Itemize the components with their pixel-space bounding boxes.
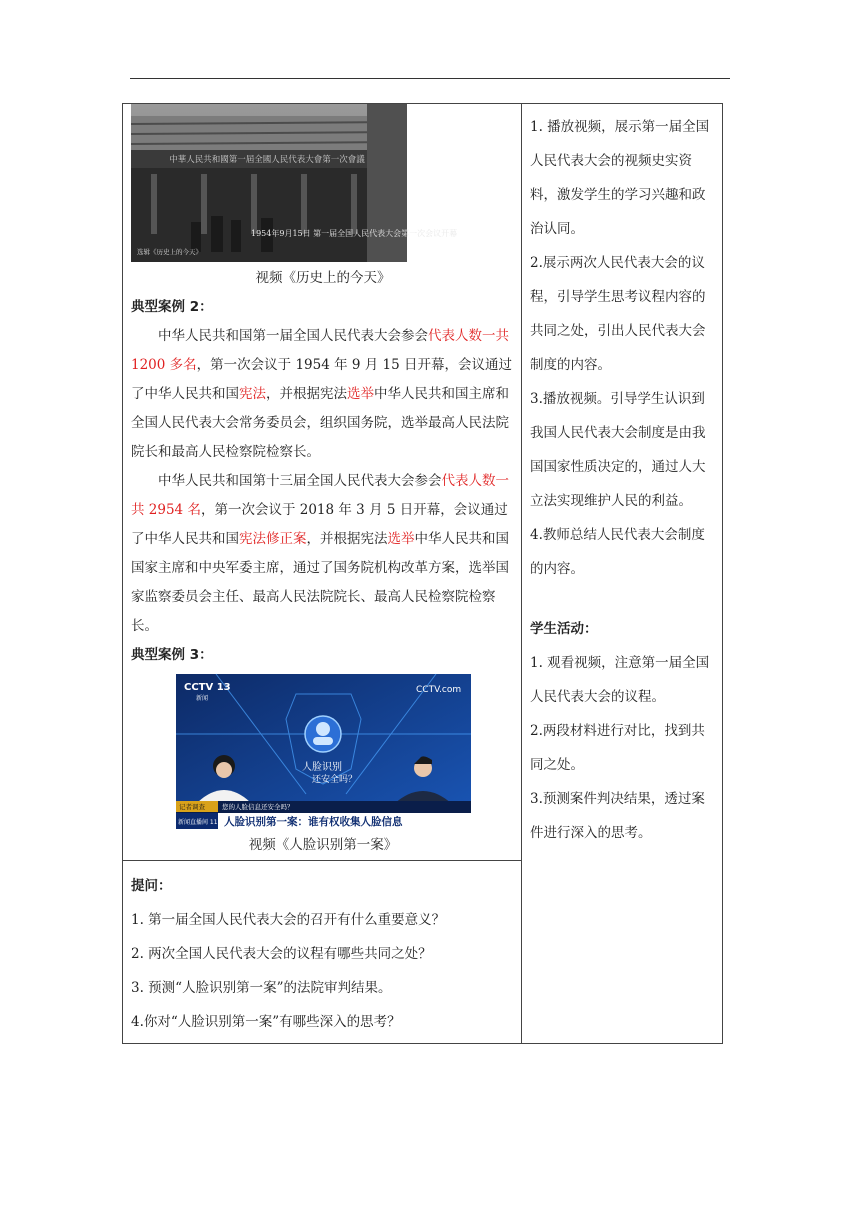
materials-cell	[123, 104, 522, 861]
case2-paragraph2: 中华人民共和国第十三届全国人民代表大会参会代表人数一共 2954 名，第一次会议于 2018 年 3 月 5 日开幕，会议通过了中华人民共和国宪法修正案，并根据宪法选举中华人民共和国国家主席和中央军委主席，通过了国务院机构改革方案，选举国家监察委员会主任、最高人民法院院长、最高人民检察院检察长。	[131, 473, 509, 634]
ticker-small: 您的人脸信息还安全吗？	[221, 803, 293, 811]
student-item-3: 3.预测案件判决结果，透过案件进行深入的思考。	[530, 791, 705, 841]
teacher-item-2: 2.展示两次人民代表大会的议程，引导学生思考议程内容的共同之处，引出人民代表大会制度的内容。	[530, 255, 706, 373]
student-title: 学生活动：	[530, 621, 598, 637]
news-broadcast-graphic	[176, 674, 471, 829]
question-2: 2. 两次全国人民代表大会的议程有哪些共同之处？	[131, 946, 432, 962]
header-rule	[130, 78, 730, 79]
case2-title: 典型案例 2：	[131, 299, 213, 315]
question-1: 1. 第一届全国人民代表大会的召开有什么重要意义？	[131, 912, 446, 928]
cctv-com-logo: CCTV.com	[415, 685, 461, 695]
lesson-table	[122, 103, 723, 1044]
ticker-headline: 人脸识别第一案：谁有权收集人脸信息	[223, 816, 402, 828]
student-item-1: 1. 观看视频，注意第一届全国人民代表大会的议程。	[530, 655, 710, 705]
teacher-item-3: 3.播放视频。引导学生认识到我国人民代表大会制度是由我国国家性质决定的，通过人大立法实现维护人民的利益。	[530, 391, 706, 509]
channel-sub: 新闻	[195, 695, 208, 702]
history-video-still[interactable]	[131, 104, 458, 262]
center-title: 人脸识别	[301, 762, 342, 773]
question-4: 4.你对“人脸识别第一案”有哪些深入的思考？	[131, 1014, 401, 1030]
video-watermark: 选辑《历史上的今天》	[137, 248, 202, 256]
questions-title: 提问：	[131, 878, 172, 894]
ticker-time: 新闻直播间 11	[177, 819, 218, 826]
question-3: 3. 预测“人脸识别第一案”的法院审判结果。	[131, 980, 392, 996]
caption-face: 视频《人脸识别第一案》	[248, 837, 398, 853]
questions-cell	[123, 861, 522, 1044]
activities-cell	[522, 104, 723, 1044]
banner-text: 中華人民共和國第一屆全國人民代表大會第一次會議	[169, 155, 365, 165]
face-recognition-video-still[interactable]	[176, 674, 471, 829]
date-caption: 1954年9月15日 第一届全国人民代表大会第一次会议开幕	[251, 229, 458, 238]
teacher-item-1: 1. 播放视频，展示第一届全国人民代表大会的视频史实资料，激发学生的学习兴趣和政治认同。	[530, 119, 710, 237]
caption-history: 视频《历史上的今天》	[255, 270, 391, 286]
ticker-tag: 记者调查	[178, 803, 205, 811]
teacher-item-4: 4.教师总结人民代表大会制度的内容。	[530, 527, 705, 577]
history-photo-graphic	[131, 104, 458, 262]
center-subtitle: 还安全吗？	[311, 775, 357, 785]
student-item-2: 2.两段材料进行对比，找到共同之处。	[530, 723, 705, 773]
case3-title: 典型案例 3：	[131, 647, 213, 663]
cctv13-logo: CCTV 13	[183, 682, 231, 693]
case2-paragraph1: 中华人民共和国第一届全国人民代表大会参会代表人数一共 1200 多名，第一次会议于 1954 年 9 月 15 日开幕，会议通过了中华人民共和国宪法，并根据宪法选举中华人民共和国主席和全国人民代表大会常务委员会，组织国务院，选举最高人民法院院长和最高人民检察院检察长。	[131, 328, 513, 460]
